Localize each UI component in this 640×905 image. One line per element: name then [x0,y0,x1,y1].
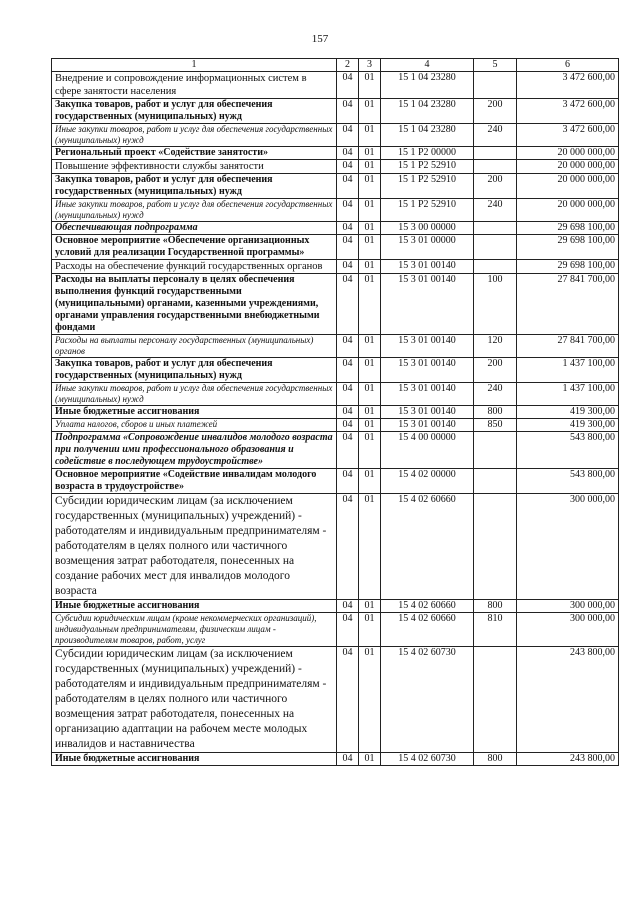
table-row [52,260,619,274]
row-target-article-cell: 15 4 02 60730 [381,753,474,766]
row-section-cell: 04 [337,419,359,432]
row-section-cell: 04 [337,199,359,222]
table-row [52,222,619,235]
row-target-article-cell: 15 4 00 00000 [381,432,474,469]
row-name-cell: Субсидии юридическим лицам (за исключением государственных (муниципальных) учреждений) - работодателям и индивидуальным предпринимателям - работодателям в целях полного или частичного возмещения затрат работодателя, понесенных на организацию адаптации на рабочем месте молодых инвалидов и наставничества [52,647,337,753]
row-name-cell: Подпрограмма «Сопровождение инвалидов молодого возраста при получении ими профессионального образования и содействие в последующем трудоустройстве» [52,432,337,469]
row-expense-type-cell: 200 [474,358,517,383]
row-expense-type-cell: 240 [474,124,517,147]
row-amount-cell: 29 698 100,00 [517,222,619,235]
row-amount-cell: 300 000,00 [517,494,619,600]
row-subsection-cell: 01 [359,235,381,260]
budget-table [51,58,619,766]
row-name-cell: Иные закупки товаров, работ и услуг для обеспечения государственных (муниципальных) нужд [52,383,337,406]
column-header: 1 [52,59,337,72]
table-row [52,235,619,260]
row-target-article-cell: 15 1 04 23280 [381,99,474,124]
row-expense-type-cell: 810 [474,613,517,647]
row-name-cell: Уплата налогов, сборов и иных платежей [52,419,337,432]
row-amount-cell: 1 437 100,00 [517,358,619,383]
row-subsection-cell: 01 [359,160,381,174]
row-name-cell: Внедрение и сопровождение информационных систем в сфере занятости населения [52,72,337,99]
row-subsection-cell: 01 [359,600,381,613]
row-amount-cell: 543 800,00 [517,432,619,469]
row-subsection-cell: 01 [359,358,381,383]
row-expense-type-cell: 240 [474,199,517,222]
column-header: 5 [474,59,517,72]
row-subsection-cell: 01 [359,174,381,199]
row-target-article-cell: 15 3 01 00140 [381,406,474,419]
row-subsection-cell: 01 [359,99,381,124]
row-target-article-cell: 15 3 01 00140 [381,274,474,335]
page-number: 157 [311,33,329,45]
row-section-cell: 04 [337,432,359,469]
row-expense-type-cell: 200 [474,174,517,199]
row-section-cell: 04 [337,124,359,147]
row-name-cell: Иные закупки товаров, работ и услуг для обеспечения государственных (муниципальных) нужд [52,199,337,222]
row-target-article-cell: 15 3 01 00140 [381,335,474,358]
row-section-cell: 04 [337,72,359,99]
table-row [52,274,619,335]
row-subsection-cell: 01 [359,432,381,469]
row-name-cell: Субсидии юридическим лицам (за исключением государственных (муниципальных) учреждений) - работодателям и индивидуальным предпринимателям - работодателям в целях полного или частичного возмещения затрат работодателя, понесенных на создание рабочих мест для инвалидов молодого возраста [52,494,337,600]
row-target-article-cell: 15 1 Р2 52910 [381,199,474,222]
table-row [52,647,619,753]
row-section-cell: 04 [337,647,359,753]
row-section-cell: 04 [337,494,359,600]
row-amount-cell: 27 841 700,00 [517,274,619,335]
row-target-article-cell: 15 4 02 60730 [381,647,474,753]
table-row [52,99,619,124]
row-expense-type-cell [474,160,517,174]
row-amount-cell: 543 800,00 [517,469,619,494]
row-target-article-cell: 15 3 01 00140 [381,383,474,406]
row-subsection-cell: 01 [359,124,381,147]
row-target-article-cell: 15 4 02 60660 [381,613,474,647]
row-expense-type-cell [474,647,517,753]
row-expense-type-cell [474,72,517,99]
row-expense-type-cell [474,260,517,274]
row-name-cell: Основное мероприятие «Обеспечение организационных условий для реализации Государственной программы» [52,235,337,260]
row-section-cell: 04 [337,274,359,335]
table-row [52,432,619,469]
row-subsection-cell: 01 [359,274,381,335]
column-header: 6 [517,59,619,72]
row-name-cell: Региональный проект «Содействие занятости» [52,147,337,160]
row-subsection-cell: 01 [359,419,381,432]
table-row [52,753,619,766]
table-row [52,160,619,174]
row-amount-cell: 3 472 600,00 [517,99,619,124]
row-section-cell: 04 [337,222,359,235]
row-expense-type-cell [474,222,517,235]
row-expense-type-cell: 850 [474,419,517,432]
row-subsection-cell: 01 [359,147,381,160]
column-header: 2 [337,59,359,72]
row-name-cell: Расходы на выплаты персоналу в целях обеспечения выполнения функций государственными (муниципальными) органами, казенными учреждениями, органами управления государственными внебюджетными фондами [52,274,337,335]
row-section-cell: 04 [337,335,359,358]
row-name-cell: Иные бюджетные ассигнования [52,753,337,766]
row-section-cell: 04 [337,600,359,613]
row-amount-cell: 20 000 000,00 [517,174,619,199]
row-section-cell: 04 [337,174,359,199]
table-row [52,199,619,222]
row-section-cell: 04 [337,613,359,647]
row-subsection-cell: 01 [359,383,381,406]
row-expense-type-cell: 800 [474,600,517,613]
table-row [52,469,619,494]
row-name-cell: Закупка товаров, работ и услуг для обеспечения государственных (муниципальных) нужд [52,174,337,199]
row-section-cell: 04 [337,235,359,260]
row-subsection-cell: 01 [359,260,381,274]
row-expense-type-cell: 800 [474,406,517,419]
row-amount-cell: 20 000 000,00 [517,160,619,174]
row-subsection-cell: 01 [359,469,381,494]
row-expense-type-cell: 120 [474,335,517,358]
row-amount-cell: 27 841 700,00 [517,335,619,358]
row-amount-cell: 20 000 000,00 [517,199,619,222]
row-target-article-cell: 15 4 02 00000 [381,469,474,494]
table-row [52,358,619,383]
row-amount-cell: 29 698 100,00 [517,260,619,274]
table-row [52,600,619,613]
row-subsection-cell: 01 [359,406,381,419]
table-row [52,124,619,147]
row-amount-cell: 243 800,00 [517,753,619,766]
row-name-cell: Иные закупки товаров, работ и услуг для обеспечения государственных (муниципальных) нужд [52,124,337,147]
row-name-cell: Расходы на обеспечение функций государственных органов [52,260,337,274]
row-subsection-cell: 01 [359,222,381,235]
row-name-cell: Обеспечивающая подпрограмма [52,222,337,235]
row-target-article-cell: 15 3 01 00140 [381,419,474,432]
row-expense-type-cell [474,469,517,494]
table-row [52,494,619,600]
row-target-article-cell: 15 3 01 00140 [381,358,474,383]
row-target-article-cell: 15 1 Р2 00000 [381,147,474,160]
row-name-cell: Закупка товаров, работ и услуг для обеспечения государственных (муниципальных) нужд [52,358,337,383]
table-header-row [52,59,619,72]
row-amount-cell: 300 000,00 [517,600,619,613]
row-target-article-cell: 15 4 02 60660 [381,600,474,613]
row-target-article-cell: 15 1 Р2 52910 [381,160,474,174]
row-name-cell: Иные бюджетные ассигнования [52,406,337,419]
table-row [52,174,619,199]
row-name-cell: Основное мероприятие «Содействие инвалидам молодого возраста в трудоустройстве» [52,469,337,494]
row-name-cell: Иные бюджетные ассигнования [52,600,337,613]
table-row [52,72,619,99]
row-amount-cell: 419 300,00 [517,406,619,419]
table-body [52,72,619,766]
row-target-article-cell: 15 1 04 23280 [381,72,474,99]
row-section-cell: 04 [337,99,359,124]
row-subsection-cell: 01 [359,199,381,222]
row-amount-cell: 3 472 600,00 [517,72,619,99]
row-target-article-cell: 15 4 02 60660 [381,494,474,600]
row-section-cell: 04 [337,383,359,406]
row-target-article-cell: 15 1 Р2 52910 [381,174,474,199]
row-subsection-cell: 01 [359,494,381,600]
row-section-cell: 04 [337,469,359,494]
row-amount-cell: 243 800,00 [517,647,619,753]
row-amount-cell: 1 437 100,00 [517,383,619,406]
column-header: 3 [359,59,381,72]
row-amount-cell: 29 698 100,00 [517,235,619,260]
row-expense-type-cell: 100 [474,274,517,335]
row-section-cell: 04 [337,147,359,160]
table-row [52,406,619,419]
row-expense-type-cell [474,147,517,160]
row-subsection-cell: 01 [359,335,381,358]
row-target-article-cell: 15 3 01 00000 [381,235,474,260]
table-row [52,419,619,432]
table-row [52,335,619,358]
row-target-article-cell: 15 3 00 00000 [381,222,474,235]
row-name-cell: Расходы на выплаты персоналу государственных (муниципальных) органов [52,335,337,358]
row-subsection-cell: 01 [359,753,381,766]
row-amount-cell: 3 472 600,00 [517,124,619,147]
row-subsection-cell: 01 [359,613,381,647]
row-expense-type-cell [474,235,517,260]
row-amount-cell: 419 300,00 [517,419,619,432]
row-expense-type-cell: 200 [474,99,517,124]
row-name-cell: Повышение эффективности службы занятости [52,160,337,174]
row-section-cell: 04 [337,260,359,274]
row-expense-type-cell: 800 [474,753,517,766]
row-subsection-cell: 01 [359,647,381,753]
row-section-cell: 04 [337,358,359,383]
row-section-cell: 04 [337,160,359,174]
row-name-cell: Субсидии юридическим лицам (кроме некоммерческих организаций), индивидуальным предпринимателям, физическим лицам - производителям товаров, работ, услуг [52,613,337,647]
row-expense-type-cell: 240 [474,383,517,406]
row-subsection-cell: 01 [359,72,381,99]
row-amount-cell: 300 000,00 [517,613,619,647]
row-amount-cell: 20 000 000,00 [517,147,619,160]
table-row [52,147,619,160]
row-expense-type-cell [474,432,517,469]
table-row [52,383,619,406]
row-target-article-cell: 15 1 04 23280 [381,124,474,147]
row-section-cell: 04 [337,753,359,766]
row-name-cell: Закупка товаров, работ и услуг для обеспечения государственных (муниципальных) нужд [52,99,337,124]
row-expense-type-cell [474,494,517,600]
row-target-article-cell: 15 3 01 00140 [381,260,474,274]
row-section-cell: 04 [337,406,359,419]
table-row [52,613,619,647]
column-header: 4 [381,59,474,72]
